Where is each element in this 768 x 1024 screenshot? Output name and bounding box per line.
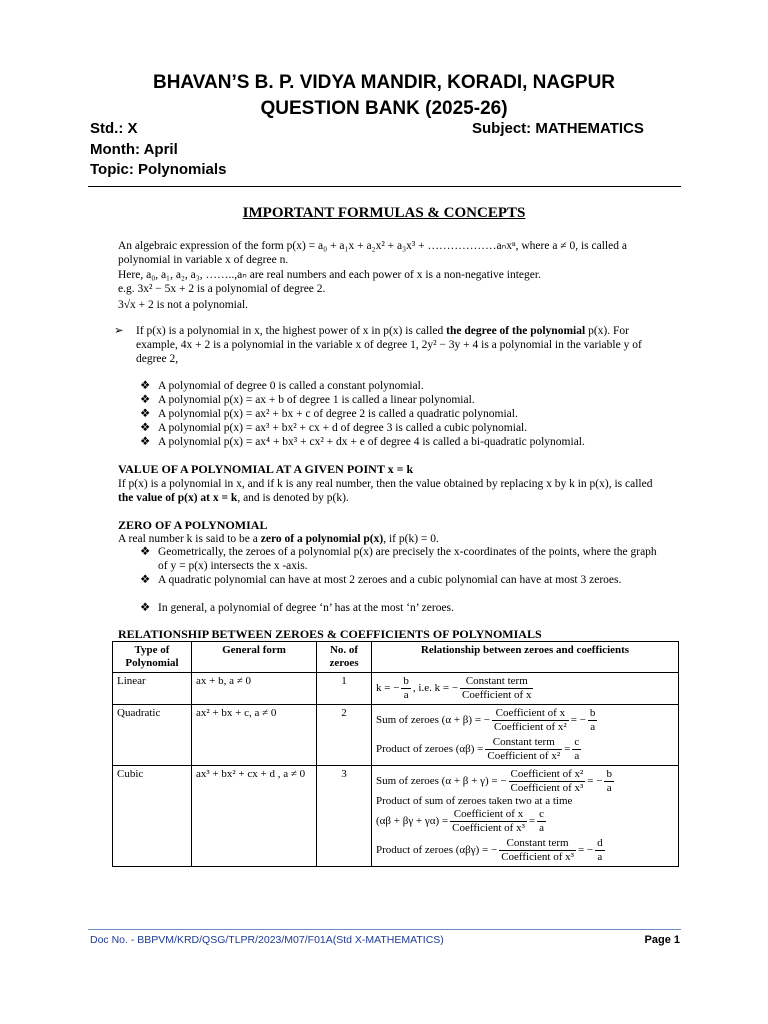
list-item: ❖ A polynomial p(x) = ax³ + bx² + cx + d of degree 3 is called a cubic polynomial.	[140, 422, 528, 434]
degree-text-bold: the degree of the polynomial	[446, 325, 586, 337]
table-row	[113, 766, 679, 867]
fraction: $\frac{\text{Coefficient of x²}}{\text{Coefficient of x³}}$	[510, 768, 584, 794]
fraction: $\frac{b}{a}$	[589, 707, 596, 733]
section-title: IMPORTANT FORMULAS & CONCEPTS	[242, 205, 526, 221]
table-header-row	[113, 642, 679, 673]
document-title: QUESTION BANK (2025-26)	[260, 98, 508, 119]
value-heading: VALUE OF A POLYNOMIAL AT A GIVEN POINT x = k	[118, 462, 414, 476]
fraction: $\frac{\text{Constant term}}{\text{Coefficient of x³}}$	[501, 837, 574, 863]
form-cell: ax³ + bx² + cx + d , a ≠ 0	[192, 766, 317, 867]
fraction: $\frac{b}{a}$	[403, 675, 409, 701]
relation-cell: Sum of zeroes (α + β) = − $\frac{\text{Coefficient of x}}{\text{Coefficient of x²}}$ = − $\frac{b}{a}$ Product of zeroes (αβ) = $\frac{\text{Constant term}}{\text{Coefficient of x²}}$ = $\frac{c}{a}$	[372, 705, 679, 766]
bullet-diamond-icon: ❖	[140, 574, 151, 586]
list-item: ❖ A polynomial p(x) = ax⁴ + bx³ + cx² + dx + e of degree 4 is called a bi-quadratic polynomial.	[140, 436, 585, 448]
relationship-heading: RELATIONSHIP BETWEEN ZEROES & COEFFICIENTS OF POLYNOMIALS	[118, 627, 542, 641]
fraction: $\frac{c}{a}$	[574, 736, 580, 762]
value-paragraph: If p(x) is a polynomial in x, and if k is any real number, then the value obtained by replacing x by k in p(x), is called the value of p(x) at x = k, and is denoted by p(k).	[118, 478, 653, 504]
fraction: $\frac{\text{Coefficient of x}}{\text{Coefficient of x³}}$	[452, 808, 525, 834]
fraction: $\frac{c}{a}$	[539, 808, 544, 834]
relation-cell: Sum of zeroes (α + β + γ) = − $\frac{\text{Coefficient of x²}}{\text{Coefficient of x³}}$ = − $\frac{b}{a}$ Product of sum of zeroes taken two at a time (αβ + βγ + γα) = $\frac{\text{Coefficient of x}}{\text{Coefficient of x³}}$ = $\frac{c}{a}$ Product of zeroes (αβγ) = − $\frac{\text{Constant term}}{\text{Coefficient of x³}}$ = − $\frac{d}{a}$	[372, 766, 679, 867]
column-header: Relationship between zeroes and coefficients	[372, 642, 679, 673]
intro-definition: An algebraic expression of the form p(x) = a₀ + a₁x + a₂x² + a₃x³ + ………………aₙxⁿ, where a ≠ 0, is called a polynomial in variable x of degree n.	[118, 240, 627, 266]
type-cell: Linear	[113, 673, 192, 705]
zero-definition: A real number k is said to be a zero of a polynomial p(x), if p(k) = 0.	[118, 533, 439, 545]
fraction: $\frac{\text{Coefficient of x}}{\text{Coefficient of x²}}$	[493, 707, 567, 733]
topic-label: Topic: Polynomials	[90, 161, 227, 178]
list-item: ❖ A polynomial of degree 0 is called a constant polynomial.	[140, 380, 424, 392]
document-number: Doc No. - BBPVM/KRD/QSG/TLPR/2023/M07/F01A(Std X-MATHEMATICS)	[90, 934, 444, 946]
zeroes-cell: 1	[317, 673, 372, 705]
degree-text-a: If p(x) is a polynomial in x, the highest power of x in p(x) is called	[136, 325, 447, 337]
school-name: BHAVAN’S B. P. VIDYA MANDIR, KORADI, NAGPUR	[152, 72, 616, 93]
page-number: Page 1	[644, 934, 680, 946]
degree-text-c: p(x). For example, 4x + 2 is a polynomial in the variable x of degree 1, 2y² − 3y + 4 is a polynomial in the variable y of degree 2,	[136, 325, 642, 365]
fraction: $\frac{b}{a}$	[606, 768, 612, 794]
fraction: $\frac{\text{Constant term}}{\text{Coefficient of x²}}$	[487, 736, 561, 762]
type-cell: Quadratic	[113, 705, 192, 766]
page-footer	[90, 934, 680, 946]
column-header: Type of Polynomial	[113, 642, 192, 673]
month-label: Month: April	[90, 141, 178, 158]
column-header: No. of zeroes	[317, 642, 372, 673]
list-item: ❖ Geometrically, the zeroes of a polynomial p(x) are precisely the x-coordinates of the points, where the graph of y = p(x) intersects the x -axis.	[140, 546, 657, 572]
list-item: ❖ In general, a polynomial of degree ‘n’ has at the most ‘n’ zeroes.	[140, 602, 454, 614]
document-header	[0, 70, 768, 122]
bullet-diamond-icon: ❖	[140, 380, 151, 392]
bullet-diamond-icon: ❖	[140, 436, 151, 448]
subject-label: Subject: MATHEMATICS	[472, 120, 644, 137]
relation-cell: k = − $\frac{b}{a}$ , i.e. k = − $\frac{\text{Constant term}}{\text{Coefficient of x}}$	[372, 673, 679, 705]
footer-divider	[88, 929, 681, 930]
list-item: ❖ A polynomial p(x) = ax² + bx + c of degree 2 is called a quadratic polynomial.	[140, 408, 518, 420]
intro-example: e.g. 3x² − 5x + 2 is a polynomial of degree 2.	[118, 283, 326, 295]
form-cell: ax + b, a ≠ 0	[192, 673, 317, 705]
intro-non-example: 3√x + 2 is not a polynomial.	[118, 299, 249, 311]
relationship-table	[112, 641, 679, 867]
fraction: $\frac{d}{a}$	[597, 837, 603, 863]
zeroes-cell: 2	[317, 705, 372, 766]
form-cell: ax² + bx + c, a ≠ 0	[192, 705, 317, 766]
bullet-diamond-icon: ❖	[140, 408, 151, 420]
arrow-icon: ➢	[114, 325, 124, 337]
zeroes-cell: 3	[317, 766, 372, 867]
bullet-diamond-icon: ❖	[140, 422, 151, 434]
intro-coefficients: Here, a₀, a₁, a₂, a₃, ……..,aₙ are real numbers and each power of x is a non-negative integer.	[118, 269, 541, 281]
fraction: $\frac{\text{Constant term}}{\text{Coefficient of x}}$	[462, 675, 532, 701]
table-row	[113, 705, 679, 766]
degree-paragraph	[114, 324, 663, 366]
list-item: ❖ A quadratic polynomial can have at most 2 zeroes and a cubic polynomial can have at most 3 zeroes.	[140, 574, 622, 586]
bullet-diamond-icon: ❖	[140, 546, 151, 558]
header-divider	[88, 186, 681, 187]
bullet-diamond-icon: ❖	[140, 394, 151, 406]
table-row	[113, 673, 679, 705]
std-label: Std.: X	[90, 120, 138, 137]
type-cell: Cubic	[113, 766, 192, 867]
list-item: ❖ A polynomial p(x) = ax + b of degree 1 is called a linear polynomial.	[140, 394, 475, 406]
column-header: General form	[192, 642, 317, 673]
zero-heading: ZERO OF A POLYNOMIAL	[118, 518, 268, 532]
bullet-diamond-icon: ❖	[140, 602, 151, 614]
